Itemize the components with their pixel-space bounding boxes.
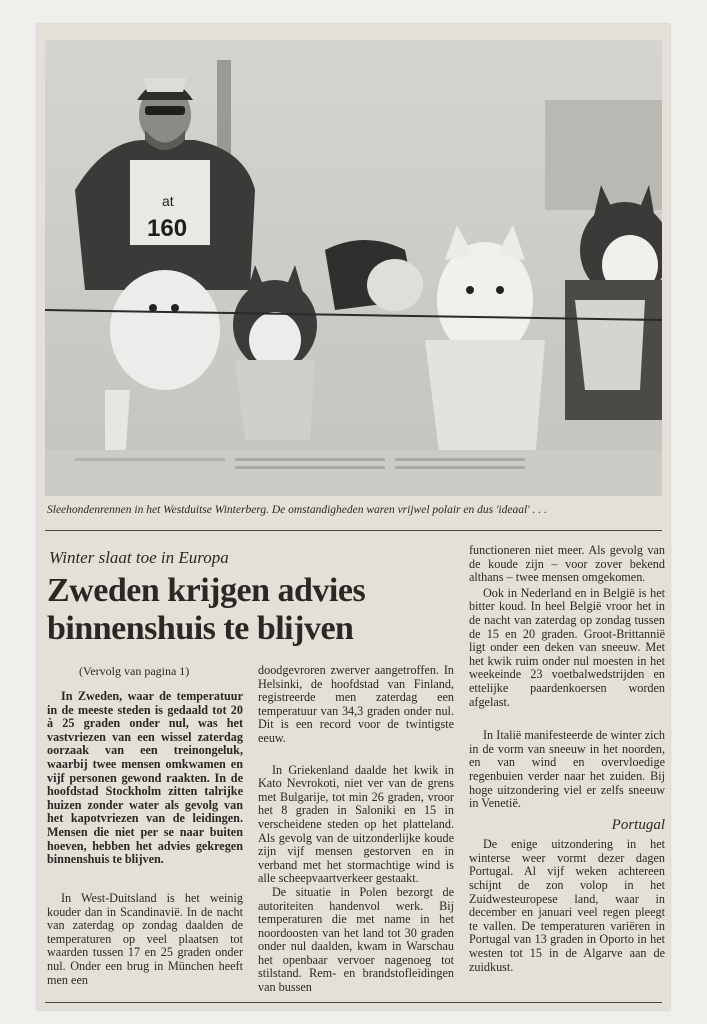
section-subhead: Portugal bbox=[611, 816, 665, 833]
article-kicker: Winter slaat toe in Europa bbox=[49, 548, 229, 567]
paragraph: In Griekenland daalde het kwik in Kato Nevrokoti, niet ver van de grens met Bulgarije, tot min 26 graden, vroor het 8 graden in Saloniki en 15 in verscheidene steden op het platteland. Als gevolg van de uitzonderlijke koude zijn vijf mensen gestorven en in verband met het stormachtige wind is alle scheepvaartverkeer gestaakt. bbox=[258, 762, 454, 886]
sled-dog-photo bbox=[45, 40, 662, 496]
photo-caption: Sleehondenrennen in het Westduitse Winterberg. De omstandigheden waren vrijwel polair en dus 'ideaal' . . . bbox=[47, 504, 547, 516]
bottom-rule bbox=[45, 1002, 662, 1003]
paragraph: In West-Duitsland is het weinig kouder dan in Scandinavië. In de nacht van zaterdag op zondag daalden de temperaturen op veel plaatsen tot waarden tussen 17 en 25 graden onder nul. Onder een brug in München heeft men een bbox=[47, 891, 243, 987]
article-column-2 bbox=[258, 664, 454, 995]
newspaper-clipping bbox=[37, 24, 670, 1010]
paragraph: Ook in Nederland en in België is het bitter koud. In heel België vroor het in de nacht van zaterdag op zondag tussen de 15 en 20 graden. Groot-Brittannië ligt onder een deken van sneeuw. Met het kwik ruim onder nul moesten in het weekeinde 23 voetbalwedstrijden en ettelijke paardenkoersen worden afgelast. bbox=[469, 585, 665, 709]
article-column-3 bbox=[469, 544, 665, 974]
article-column-1-continued bbox=[47, 892, 243, 987]
paragraph: In Zweden, waar de temperatuur in de meeste steden is gedaald tot 20 à 25 graden onder nul, was het vastvriezen van een wissel zaterdag oorzaak van een treinongeluk, waarbij twee mensen omkwamen en vijf personen gewond raakten. In de hoofdstad Stockholm zitten talrijke huizen zonder water als gevolg van het kapotvriezen van de leidingen. Mensen die niet per se naar buiten hoeven, hebben het advies gekregen binnenshuis te blijven. bbox=[47, 689, 243, 867]
bib-text: at bbox=[162, 193, 174, 209]
bib-number: 160 bbox=[147, 215, 188, 242]
article-column-1 bbox=[47, 690, 243, 867]
paragraph: De enige uitzondering in het winterse weer vormt dezer dagen Portugal. Al vijf weken achtereen schijnt de zon volop in het Zuidwesteuropese land, waar in december en januari veel regen pleegt te vallen. De temperaturen variëren in Portugal van 13 graden in Oporto in het westen tot 15 in de Algarve aan de zuidkust. bbox=[469, 837, 665, 974]
paragraph: In Italië manifesteerde de winter zich in de vorm van sneeuw in het noorden, en van wind en overvloedige regenbuien verder naar het zuiden. Bij hoge uitzondering viel er zelfs sneeuw in Venetië. bbox=[469, 728, 665, 811]
article-headline: Zweden krijgen advies binnenshuis te blijven bbox=[47, 572, 366, 647]
continued-note: (Vervolg van pagina 1) bbox=[79, 664, 190, 678]
photo-illustration bbox=[45, 40, 662, 496]
paragraph: functioneren niet meer. Als gevolg van de koude zijn – voor zover bekend althans – twee mensen omgekomen. bbox=[469, 543, 665, 585]
caption-rule bbox=[45, 530, 662, 531]
paragraph: doodgevroren zwerver aangetroffen. In Helsinki, de hoofdstad van Finland, registreerde men zaterdag een temperatuur van 34,3 graden onder nul. Dit is een record voor de twintigste eeuw. bbox=[258, 663, 454, 745]
paragraph: De situatie in Polen bezorgt de autoriteiten handenvol werk. Bij temperaturen die met name in het noordoosten van het land tot 30 graden onder nul daalden, kwam in Warschau het openbaar vervoer nagenoeg tot stilstand. Rem- en brandstofleidingen van bussen bbox=[258, 884, 454, 995]
